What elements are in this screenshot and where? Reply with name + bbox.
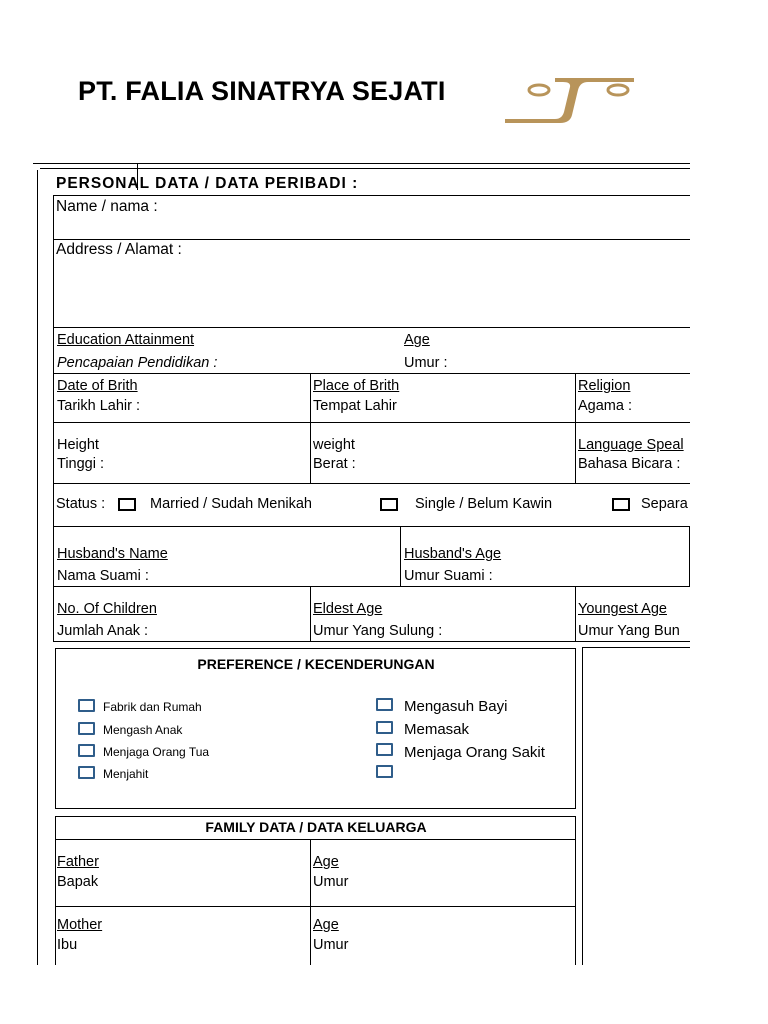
address-label: Address / Alamat : — [56, 241, 182, 258]
married-checkbox[interactable] — [118, 498, 136, 511]
name-label: Name / nama : — [56, 198, 158, 215]
personal-section-title: PERSONAL DATA / DATA PERIBADI : — [56, 175, 359, 192]
pob-label-en: Place of Brith — [313, 378, 400, 394]
education-label-id: Pencapaian Pendidikan : — [57, 355, 218, 371]
pref-mengash-checkbox[interactable] — [78, 722, 95, 735]
address-field[interactable] — [210, 242, 685, 324]
father-age-label-en: Age — [313, 854, 339, 870]
age-label-en: Age — [404, 332, 430, 348]
husband-name-label-en: Husband's Name — [57, 546, 168, 562]
education-label-en: Education Attainment — [57, 332, 195, 348]
single-checkbox[interactable] — [380, 498, 398, 511]
pref-memasak-label: Memasak — [404, 721, 470, 738]
language-label-en: Language Speal — [578, 437, 684, 453]
religion-label-en: Religion — [578, 378, 631, 394]
pref-mengasuh-checkbox[interactable] — [376, 698, 393, 711]
husband-age-label-id: Umur Suami : — [404, 568, 493, 584]
youngest-age-label-id: Umur Yang Bun — [578, 623, 680, 639]
age-label-id: Umur : — [404, 355, 448, 371]
children-label-id: Jumlah Anak : — [57, 623, 149, 639]
pref-orang-tua-checkbox[interactable] — [78, 744, 95, 757]
father-label-en: Father — [57, 854, 99, 870]
pref-mengasuh-label: Mengasuh Bayi — [404, 698, 508, 715]
mother-age-label-id: Umur — [313, 937, 349, 953]
husband-age-label-en: Husband's Age — [404, 546, 502, 562]
language-label-id: Bahasa Bicara : — [578, 456, 681, 472]
weight-label-en: weight — [313, 437, 355, 453]
pref-other-checkbox[interactable] — [376, 765, 393, 778]
pref-orang-sakit-label: Menjaga Orang Sakit — [404, 744, 545, 761]
married-option-label: Married / Sudah Menikah — [150, 496, 312, 512]
dob-label-id: Tarikh Lahir : — [57, 398, 141, 414]
eldest-age-label-id: Umur Yang Sulung : — [313, 623, 443, 639]
father-label-id: Bapak — [57, 874, 99, 890]
height-label-en: Height — [57, 437, 99, 453]
mother-label-id: Ibu — [57, 937, 78, 953]
pref-orang-tua-label: Menjaga Orang Tua — [103, 745, 210, 759]
separated-checkbox[interactable] — [612, 498, 630, 511]
religion-label-id: Agama : — [578, 398, 632, 414]
status-label: Status : — [56, 496, 106, 512]
separated-option-label: Separa — [641, 496, 688, 512]
eldest-age-label-en: Eldest Age — [313, 601, 383, 617]
children-label-en: No. Of Children — [57, 601, 157, 617]
family-title: FAMILY DATA / DATA KELUARGA — [205, 819, 427, 835]
height-label-id: Tinggi : — [57, 456, 105, 472]
weight-label-id: Berat : — [313, 456, 356, 472]
single-option-label: Single / Belum Kawin — [415, 496, 553, 512]
pref-mengash-label: Mengash Anak — [103, 723, 183, 737]
company-name: PT. FALIA SINATRYA SEJATI — [78, 76, 446, 106]
dob-label-en: Date of Brith — [57, 378, 138, 394]
company-logo-icon — [500, 70, 640, 128]
name-field[interactable] — [190, 198, 685, 236]
pref-menjahit-label: Menjahit — [103, 767, 149, 781]
mother-label-en: Mother — [57, 917, 103, 933]
pref-fabrik-checkbox[interactable] — [78, 699, 95, 712]
pref-fabrik-label: Fabrik dan Rumah — [103, 700, 202, 714]
youngest-age-label-en: Youngest Age — [578, 601, 667, 617]
preference-title: PREFERENCE / KECENDERUNGAN — [197, 656, 435, 672]
pref-orang-sakit-checkbox[interactable] — [376, 743, 393, 756]
pob-label-id: Tempat Lahir — [313, 398, 397, 414]
pref-menjahit-checkbox[interactable] — [78, 766, 95, 779]
husband-name-label-id: Nama Suami : — [57, 568, 149, 584]
mother-age-label-en: Age — [313, 917, 339, 933]
father-age-label-id: Umur — [313, 874, 349, 890]
pref-memasak-checkbox[interactable] — [376, 721, 393, 734]
